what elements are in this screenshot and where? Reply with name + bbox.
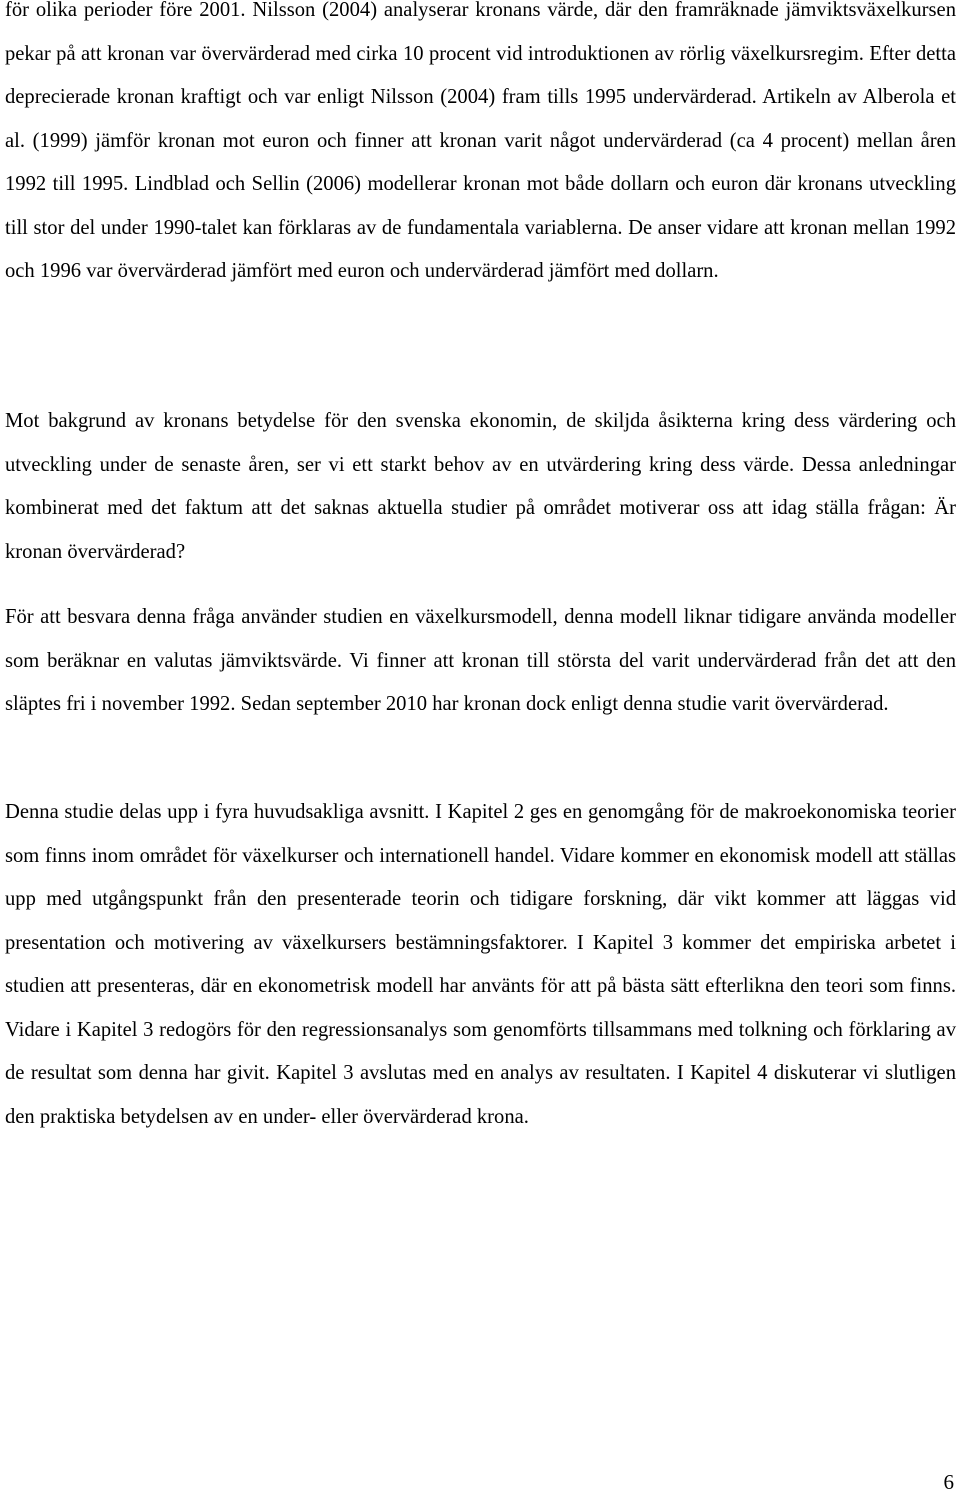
- paragraph-outline: Denna studie delas upp i fyra huvudsakliga avsnitt. I Kapitel 2 ges en genomgång för de makroekonomiska teorier som finns inom området för växelkurser och internationell handel. Vidare kommer en ekonomisk modell att ställas upp med utgångspunkt från den presenterade teorin och tidigare forskning, där vikt kommer att läggas vid presentation och motivering av växelkursers bestämningsfaktorer. I Kapitel 3 kommer det empiriska arbetet i studien att presenteras, där en ekonometrisk modell har använts för att på bästa sätt efterlikna den teori som finns. Vidare i Kapitel 3 redogörs för den regressionsanalys som genomförts tillsammans med tolkning och förklaring av de resultat som denna har givit. Kapitel 3 avslutas med en analys av resultaten. I Kapitel 4 diskuterar vi slutligen den praktiska betydelsen av en under- eller övervärderad krona.: [5, 801, 956, 1128]
- paragraph-findings: För att besvara denna fråga använder studien en växelkursmodell, denna modell liknar tidigare använda modeller som beräknar en valutas jämviktsvärde. Vi finner att kronan till största del varit undervärderad från det att den släptes fri i november 1992. Sedan september 2010 har kronan dock enligt denna studie varit övervärderad.: [5, 606, 956, 715]
- paragraph-literature-review: för olika perioder före 2001. Nilsson (2004) analyserar kronans värde, där den framräknade jämviktsväxelkursen pekar på att kronan var övervärderad med cirka 10 procent vid introduktionen av rörlig växelkursregim. Efter detta deprecierade kronan kraftigt och var enligt Nilsson (2004) fram tills 1995 undervärderad. Artikeln av Alberola et al. (1999) jämför kronan mot euron och finner att kronan varit något undervärderad (ca 4 procent) mellan åren 1992 till 1995. Lindblad och Sellin (2006) modellerar kronan mot både dollarn och euron där kronans utveckling till stor del under 1990-talet kan förklaras av de fundamentala variablerna. De anser vidare att kronan mellan 1992 och 1996 var övervärderad jämfört med euron och undervärderad jämfört med dollarn.: [5, 0, 956, 282]
- page-number: 6: [943, 1470, 954, 1494]
- paragraph-motivation: Mot bakgrund av kronans betydelse för den svenska ekonomin, de skiljda åsikterna kring dess värdering och utveckling under de senaste åren, ser vi ett starkt behov av en utvärdering kring dess värde. Dessa anledningar kombinerat med det faktum att det saknas aktuella studier på området motiverar oss att idag ställa frågan: Är kronan övervärderad?: [5, 410, 956, 563]
